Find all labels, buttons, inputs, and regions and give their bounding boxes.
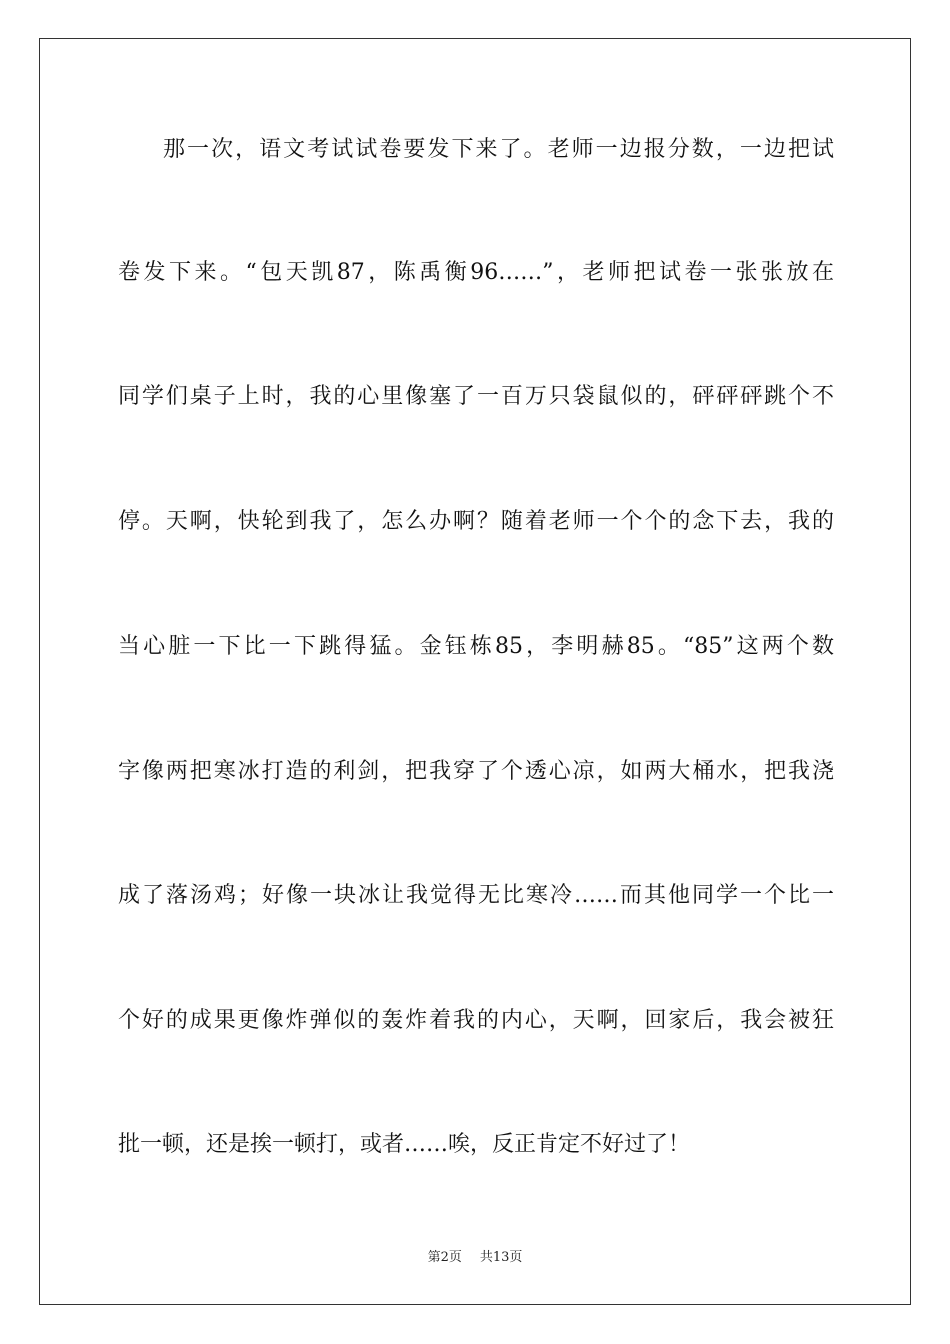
paragraph-line-3: 同学们桌子上时，我的心里像塞了一百万只袋鼠似的，砰砰砰跳个不 <box>118 384 834 409</box>
paragraph-line-1: 那一次，语文考试试卷要发下来了。老师一边报分数，一边把试 <box>163 137 834 162</box>
page-number: 第2页 <box>427 1250 462 1265</box>
paragraph-line-7: 成了落汤鸡；好像一块冰让我觉得无比寒冷……而其他同学一个比一 <box>118 883 834 908</box>
paragraph-line-9: 批一顿，还是挨一顿打，或者……唉，反正肯定不好过了！ <box>118 1132 691 1157</box>
paragraph-line-5: 当心脏一下比一下跳得猛。金钰栋85，李明赫85。“85”这两个数 <box>118 634 834 659</box>
page-footer <box>0 1246 950 1265</box>
paragraph-line-8: 个好的成果更像炸弹似的轰炸着我的内心，天啊，回家后，我会被狂 <box>118 1008 834 1033</box>
paragraph-line-6: 字像两把寒冰打造的利剑，把我穿了个透心凉，如两大桶水，把我浇 <box>118 759 834 784</box>
paragraph-line-2: 卷发下来。“包天凯87，陈禹衡96……”，老师把试卷一张张放在 <box>118 260 834 285</box>
paragraph-line-4: 停。天啊，快轮到我了，怎么办啊？随着老师一个个的念下去，我的 <box>118 509 834 534</box>
page-total: 共13页 <box>479 1250 523 1265</box>
page-border <box>39 38 911 1305</box>
